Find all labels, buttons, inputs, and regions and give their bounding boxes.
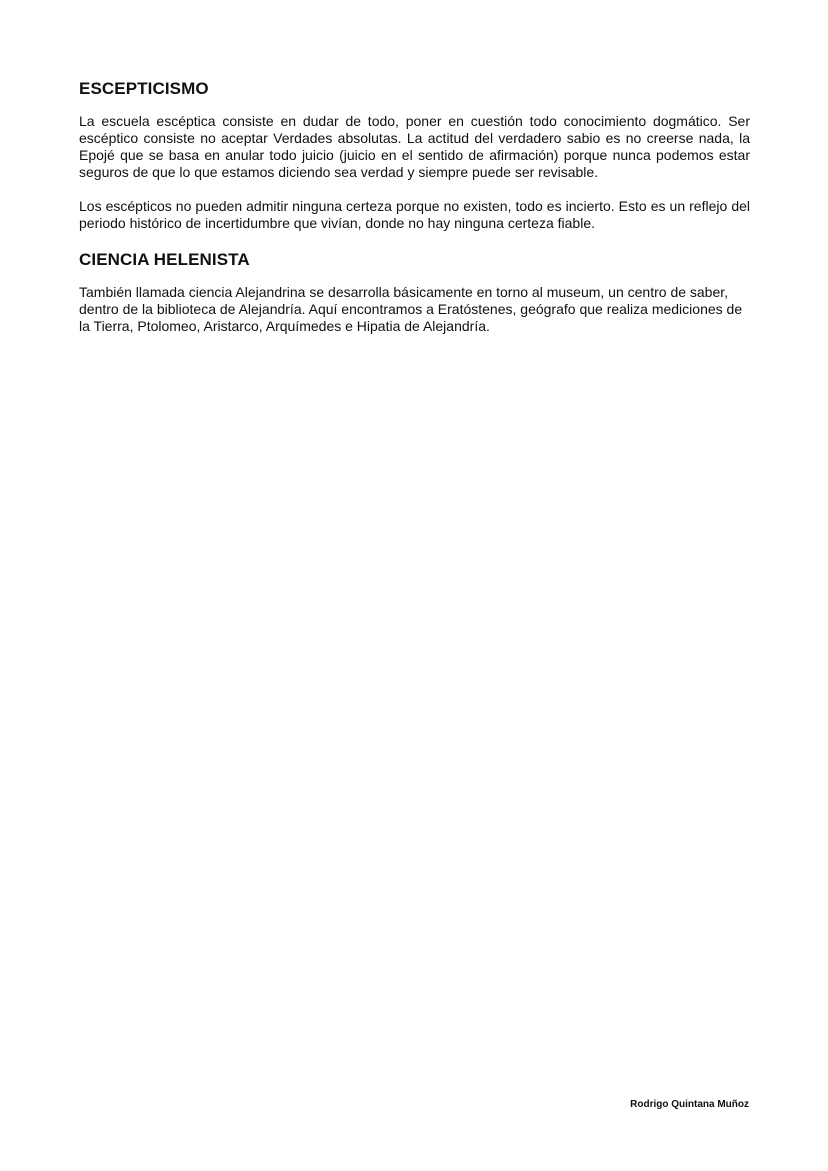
section-title: CIENCIA HELENISTA — [79, 250, 250, 269]
document-page — [79, 78, 750, 352]
section-title: ESCEPTICISMO — [79, 79, 209, 98]
paragraph: La escuela escéptica consiste en dudar de todo, poner en cuestión todo conocimiento dogmático. Ser escéptico consiste no aceptar Verdades absolutas. La actitud del verdadero sabio es no creerse nada, la Epojé que se basa en anular todo juicio (juicio en el sentido de afirmación) porque nunca podemos estar seguros de que lo que estamos diciendo sea verdad y siempre puede ser revisable. — [79, 113, 750, 180]
section-escepticismo — [79, 78, 750, 232]
section-ciencia-helenista — [79, 249, 750, 335]
paragraph: Los escépticos no pueden admitir ninguna certeza porque no existen, todo es incierto. Esto es un reflejo del periodo histórico de incertidumbre que vivían, donde no hay ninguna certeza fiable. — [79, 198, 750, 231]
footer-author: Rodrigo Quintana Muñoz — [630, 1099, 749, 1110]
paragraph: También llamada ciencia Alejandrina se desarrolla básicamente en torno al museum, un centro de saber, dentro de la biblioteca de Alejandría. Aquí encontramos a Eratóstenes, geógrafo que realiza mediciones de la Tierra, Ptolomeo, Aristarco, Arquímedes e Hipatia de Alejandría. — [79, 284, 743, 334]
